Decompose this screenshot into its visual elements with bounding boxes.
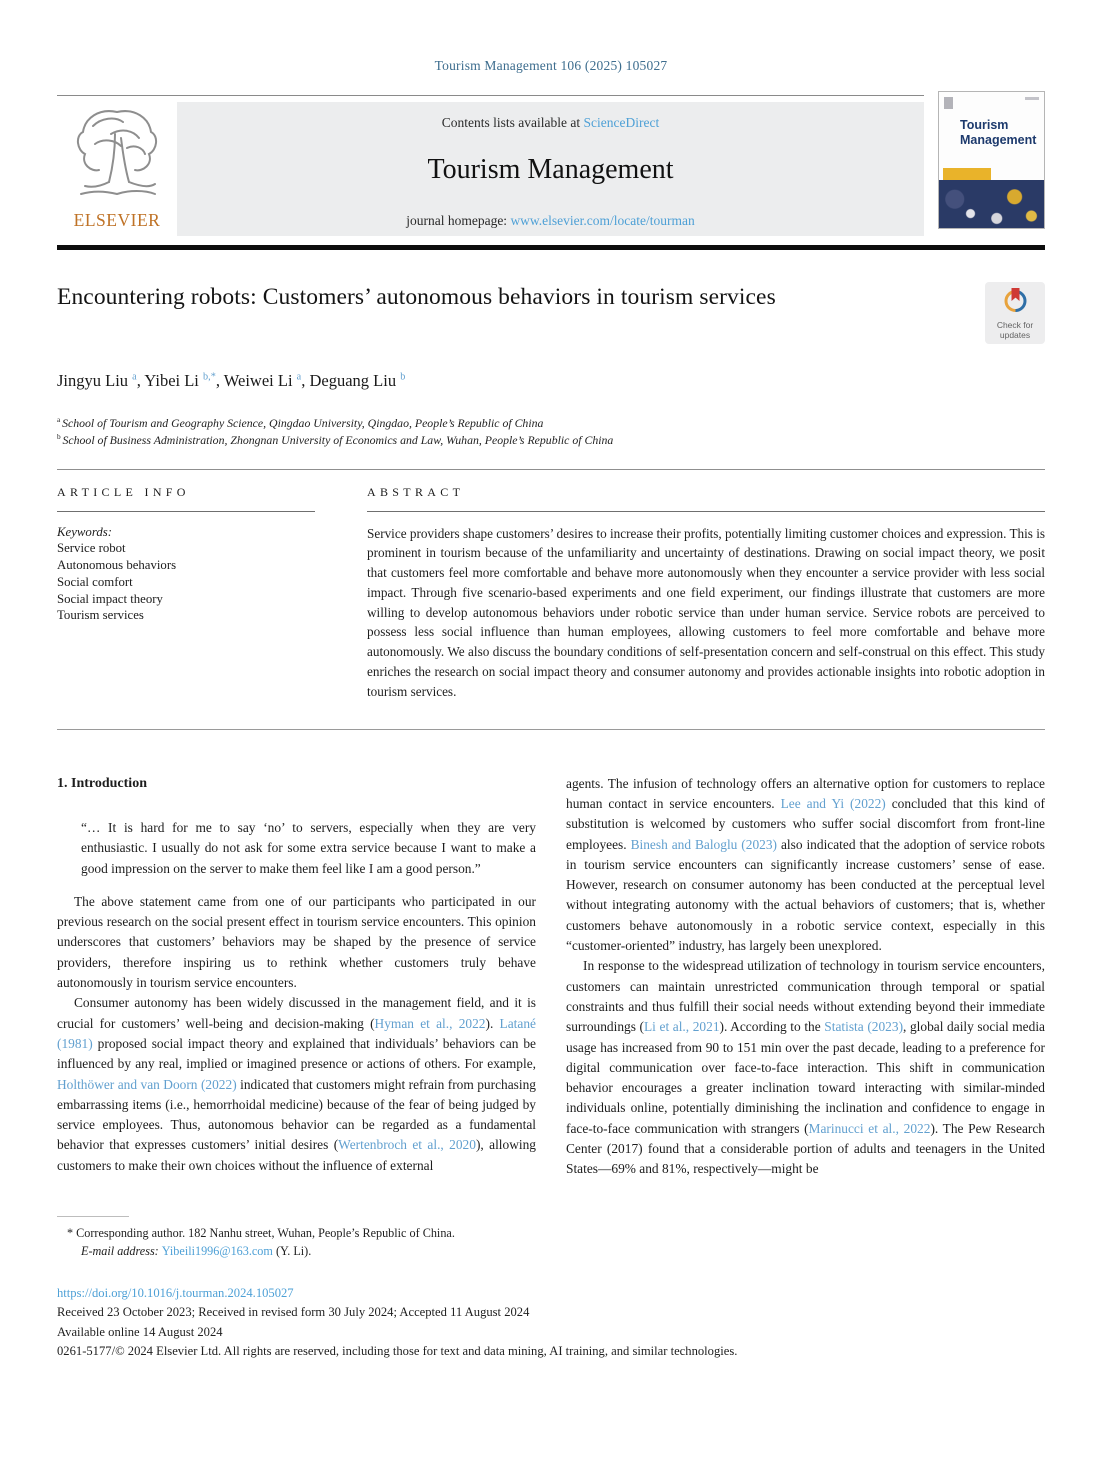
article-info-heading: ARTICLE INFO — [57, 484, 190, 499]
cover-title-line1: Tourism — [960, 118, 1009, 132]
abstract-column — [367, 485, 1045, 702]
text-link[interactable]: Wertenbroch et al., 2020 — [338, 1137, 476, 1153]
author-list: Jingyu Liu $^a$, Yibei Li $^{b,*}$, Weiwei Li $^a$, Deguang Liu $^b$ — [57, 370, 406, 390]
affiliation-a: $^a$ School of Tourism and Geography Science, Qingdao University, Qingdao, People’s Republic of China — [57, 414, 544, 430]
divider — [57, 511, 315, 512]
article-info-column — [57, 485, 315, 702]
footnote-block — [57, 1216, 1045, 1260]
text-link[interactable]: Statista (2023) — [824, 1019, 904, 1035]
keywords-block — [57, 524, 315, 625]
body-paragraph: agents. The infusion of technology offers an alternative option for customers to replace human contact in service encounters. Lee and Yi (2022) concluded that this kind of substitution is welcomed by customers who suffer social discomfort from front-line employees. Binesh and Baloglu (2023) also indicated that the adoption of service robots in tourism service encounters can significantly increase customers’ sense of ease. However, research on consumer autonomy has been conducted at the perceptual level without integrating autonomy with the actual behaviors of customers; that is, whether customers behave autonomously in a robotic service context, especially in this “customer-oriented” industry, has largely been unexplored. — [566, 775, 1045, 954]
corresponding-author-note: * Corresponding author. 182 Nanhu street, Wuhan, People’s Republic of China. — [67, 1225, 455, 1240]
keyword-item: Tourism services — [57, 608, 144, 623]
copyright-line: 0261-5177/© 2024 Elsevier Ltd. All rights are reserved, including those for text and data mining, AI training, and similar technologies. — [57, 1344, 738, 1359]
journal-cover-thumbnail — [938, 91, 1045, 229]
body-column-left — [57, 774, 536, 1180]
abstract-heading: ABSTRACT — [367, 484, 465, 499]
text-link[interactable]: Hyman et al., 2022 — [374, 1015, 486, 1031]
corresponding-author-email: E-mail address: Yibeili1996@163.com (Y. Li). — [81, 1243, 312, 1258]
section-heading-introduction: 1. Introduction — [57, 775, 147, 791]
elsevier-logo — [57, 102, 177, 236]
text-link[interactable]: Li et al., 2021 — [644, 1019, 720, 1035]
header-divider — [57, 245, 1045, 250]
keyword-item: Social comfort — [57, 574, 133, 589]
keywords-label: Keywords: — [57, 524, 112, 539]
text-link[interactable]: b — [400, 371, 406, 382]
divider — [57, 729, 1045, 730]
available-online-date: Available online 14 August 2024 — [57, 1324, 223, 1339]
contents-prefix: Contents lists available at — [441, 115, 584, 130]
doi-link[interactable]: https://doi.org/10.1016/j.tourman.2024.105027 — [57, 1285, 294, 1300]
cover-photo — [939, 180, 1044, 228]
body-paragraph: The above statement came from one of our participants who participated in our previous research on the social present effect in tourism service encounters. This opinion underscores that customers’ behaviors may be shaped by the presence of service providers, therefore inspiring us to rethink whether customers truly behave autonomously in tourism service encounters. — [57, 893, 536, 991]
text-link[interactable]: a — [296, 371, 302, 382]
article-footer — [57, 1284, 1045, 1362]
footnote-divider — [57, 1216, 129, 1217]
article-title: Encountering robots: Customers’ autonomous behaviors in tourism services — [57, 283, 776, 310]
cover-title — [960, 118, 1036, 148]
keyword-item: Social impact theory — [57, 591, 163, 606]
body-paragraph: In response to the widespread utilization of technology in tourism service encounters, customers can maintain unrestricted communication through temporal or spatial constraints and thus fulfill their social needs without extending beyond their immediate surroundings (Li et al., 2021). According to the Statista (2023), global daily social media usage has increased from 90 to 151 min over the past decade, leading to a preference for digital communication over face-to-face interaction. This shift in communication behavior encourages a greater inclination toward interacting with similar-minded individuals online, potentially diminishing the inclination and confidence to engage in face-to-face communication with strangers (Marinucci et al., 2022). The Pew Research Center (2017) found that a considerable portion of adults and teenagers in the United States—69% and 81%, respectively—might be — [566, 958, 1045, 1177]
body-paragraph: Consumer autonomy has been widely discussed in the management field, and it is crucial for customers’ well-being and decision-making (Hyman et al., 2022). Latané (1981) proposed social impact theory and explained that individuals’ behaviors can be influenced by any real, implied or imagined presence or actions of others. For example, Holthöwer and van Doorn (2022) indicated that customers might refrain from purchasing embarrassing items (i.e., hemorrhoidal medicine) because of the fear of being judged by service employees. Thus, autonomous behavior can be regarded as a fundamental behavior that expresses customers’ initial desires (Wertenbroch et al., 2020), allowing customers to make their own choices without the influence of external — [57, 995, 536, 1173]
homepage-prefix: journal homepage: — [406, 213, 511, 228]
keyword-item: Service robot — [57, 541, 126, 556]
cover-volume-info — [1025, 97, 1039, 100]
text-link[interactable]: Binesh and Baloglu (2023) — [630, 836, 778, 852]
elsevier-wordmark: ELSEVIER — [73, 210, 161, 230]
divider — [367, 511, 1045, 512]
text-link[interactable]: Lee and Yi (2022) — [780, 795, 886, 811]
crossmark-icon — [1002, 287, 1029, 314]
contents-line — [187, 115, 914, 131]
homepage-link[interactable]: www.elsevier.com/locate/tourman — [510, 213, 695, 228]
text-link[interactable]: Latané (1981) — [57, 1015, 536, 1051]
masthead — [57, 95, 1045, 236]
check-for-updates-line1: Check for — [996, 319, 1034, 330]
keyword-item: Autonomous behaviors — [57, 558, 177, 573]
homepage-line — [187, 213, 914, 229]
elsevier-tree-icon — [71, 104, 163, 208]
check-for-updates-line2: updates — [999, 329, 1031, 340]
journal-title: Tourism Management — [427, 154, 674, 185]
body-column-right — [566, 774, 1045, 1180]
journal-header-band — [177, 102, 924, 236]
cover-mini-logo-icon — [944, 97, 953, 109]
abstract-text: Service providers shape customers’ desires to increase their profits, potentially limiting customer choices and expression. This is prominent in tourism because of the unfamiliarity and uncertainty of destinations. Drawing on social impact theory, we posit that customers feel more comfortable and behave more autonomously when they encounter a service provider with less social impact. Through five scenario-based experiments and one field experiment, our findings illustrate that customers are more willing to develop autonomous behaviors under robotic service than under human service. Service robots are perceived to possess less social influence than human employees, allowing customers to feel more comfortable and behave more autonomously. We also discuss the boundary conditions of self-presentation concern and self-construal on this effect. This study enriches the research on social impact theory and consumer autonomy and provides actionable insights into robotic adoption in tourism services. — [367, 525, 1045, 699]
sciencedirect-link[interactable]: ScienceDirect — [583, 115, 660, 130]
journal-citation-header: Tourism Management 106 (2025) 105027 — [434, 58, 668, 73]
divider — [57, 469, 1045, 470]
text-link[interactable]: a — [132, 371, 137, 382]
text-link[interactable]: Marinucci et al., 2022 — [808, 1120, 931, 1136]
affiliations — [57, 415, 1045, 450]
check-for-updates-label — [987, 320, 1043, 340]
participant-quote: “… It is hard for me to say ‘no’ to servers, especially when they are very enthusiastic. I usually do not ask for some extra service because I want to make a good impression on the server to make them feel like I am a good person.” — [81, 819, 536, 876]
text-link[interactable]: Yibeili1996@163.com — [161, 1243, 273, 1258]
check-for-updates-badge[interactable] — [985, 282, 1045, 344]
received-dates: Received 23 October 2023; Received in revised form 30 July 2024; Accepted 11 August 2024 — [57, 1305, 530, 1320]
cover-title-line2: Management — [960, 133, 1037, 147]
text-link[interactable]: Holthöwer and van Doorn (2022) — [57, 1076, 237, 1092]
affiliation-b: $^b$ School of Business Administration, Zhongnan University of Economics and Law, Wuhan, People’s Republic of China — [57, 432, 614, 447]
text-link[interactable]: b,* — [203, 371, 216, 382]
